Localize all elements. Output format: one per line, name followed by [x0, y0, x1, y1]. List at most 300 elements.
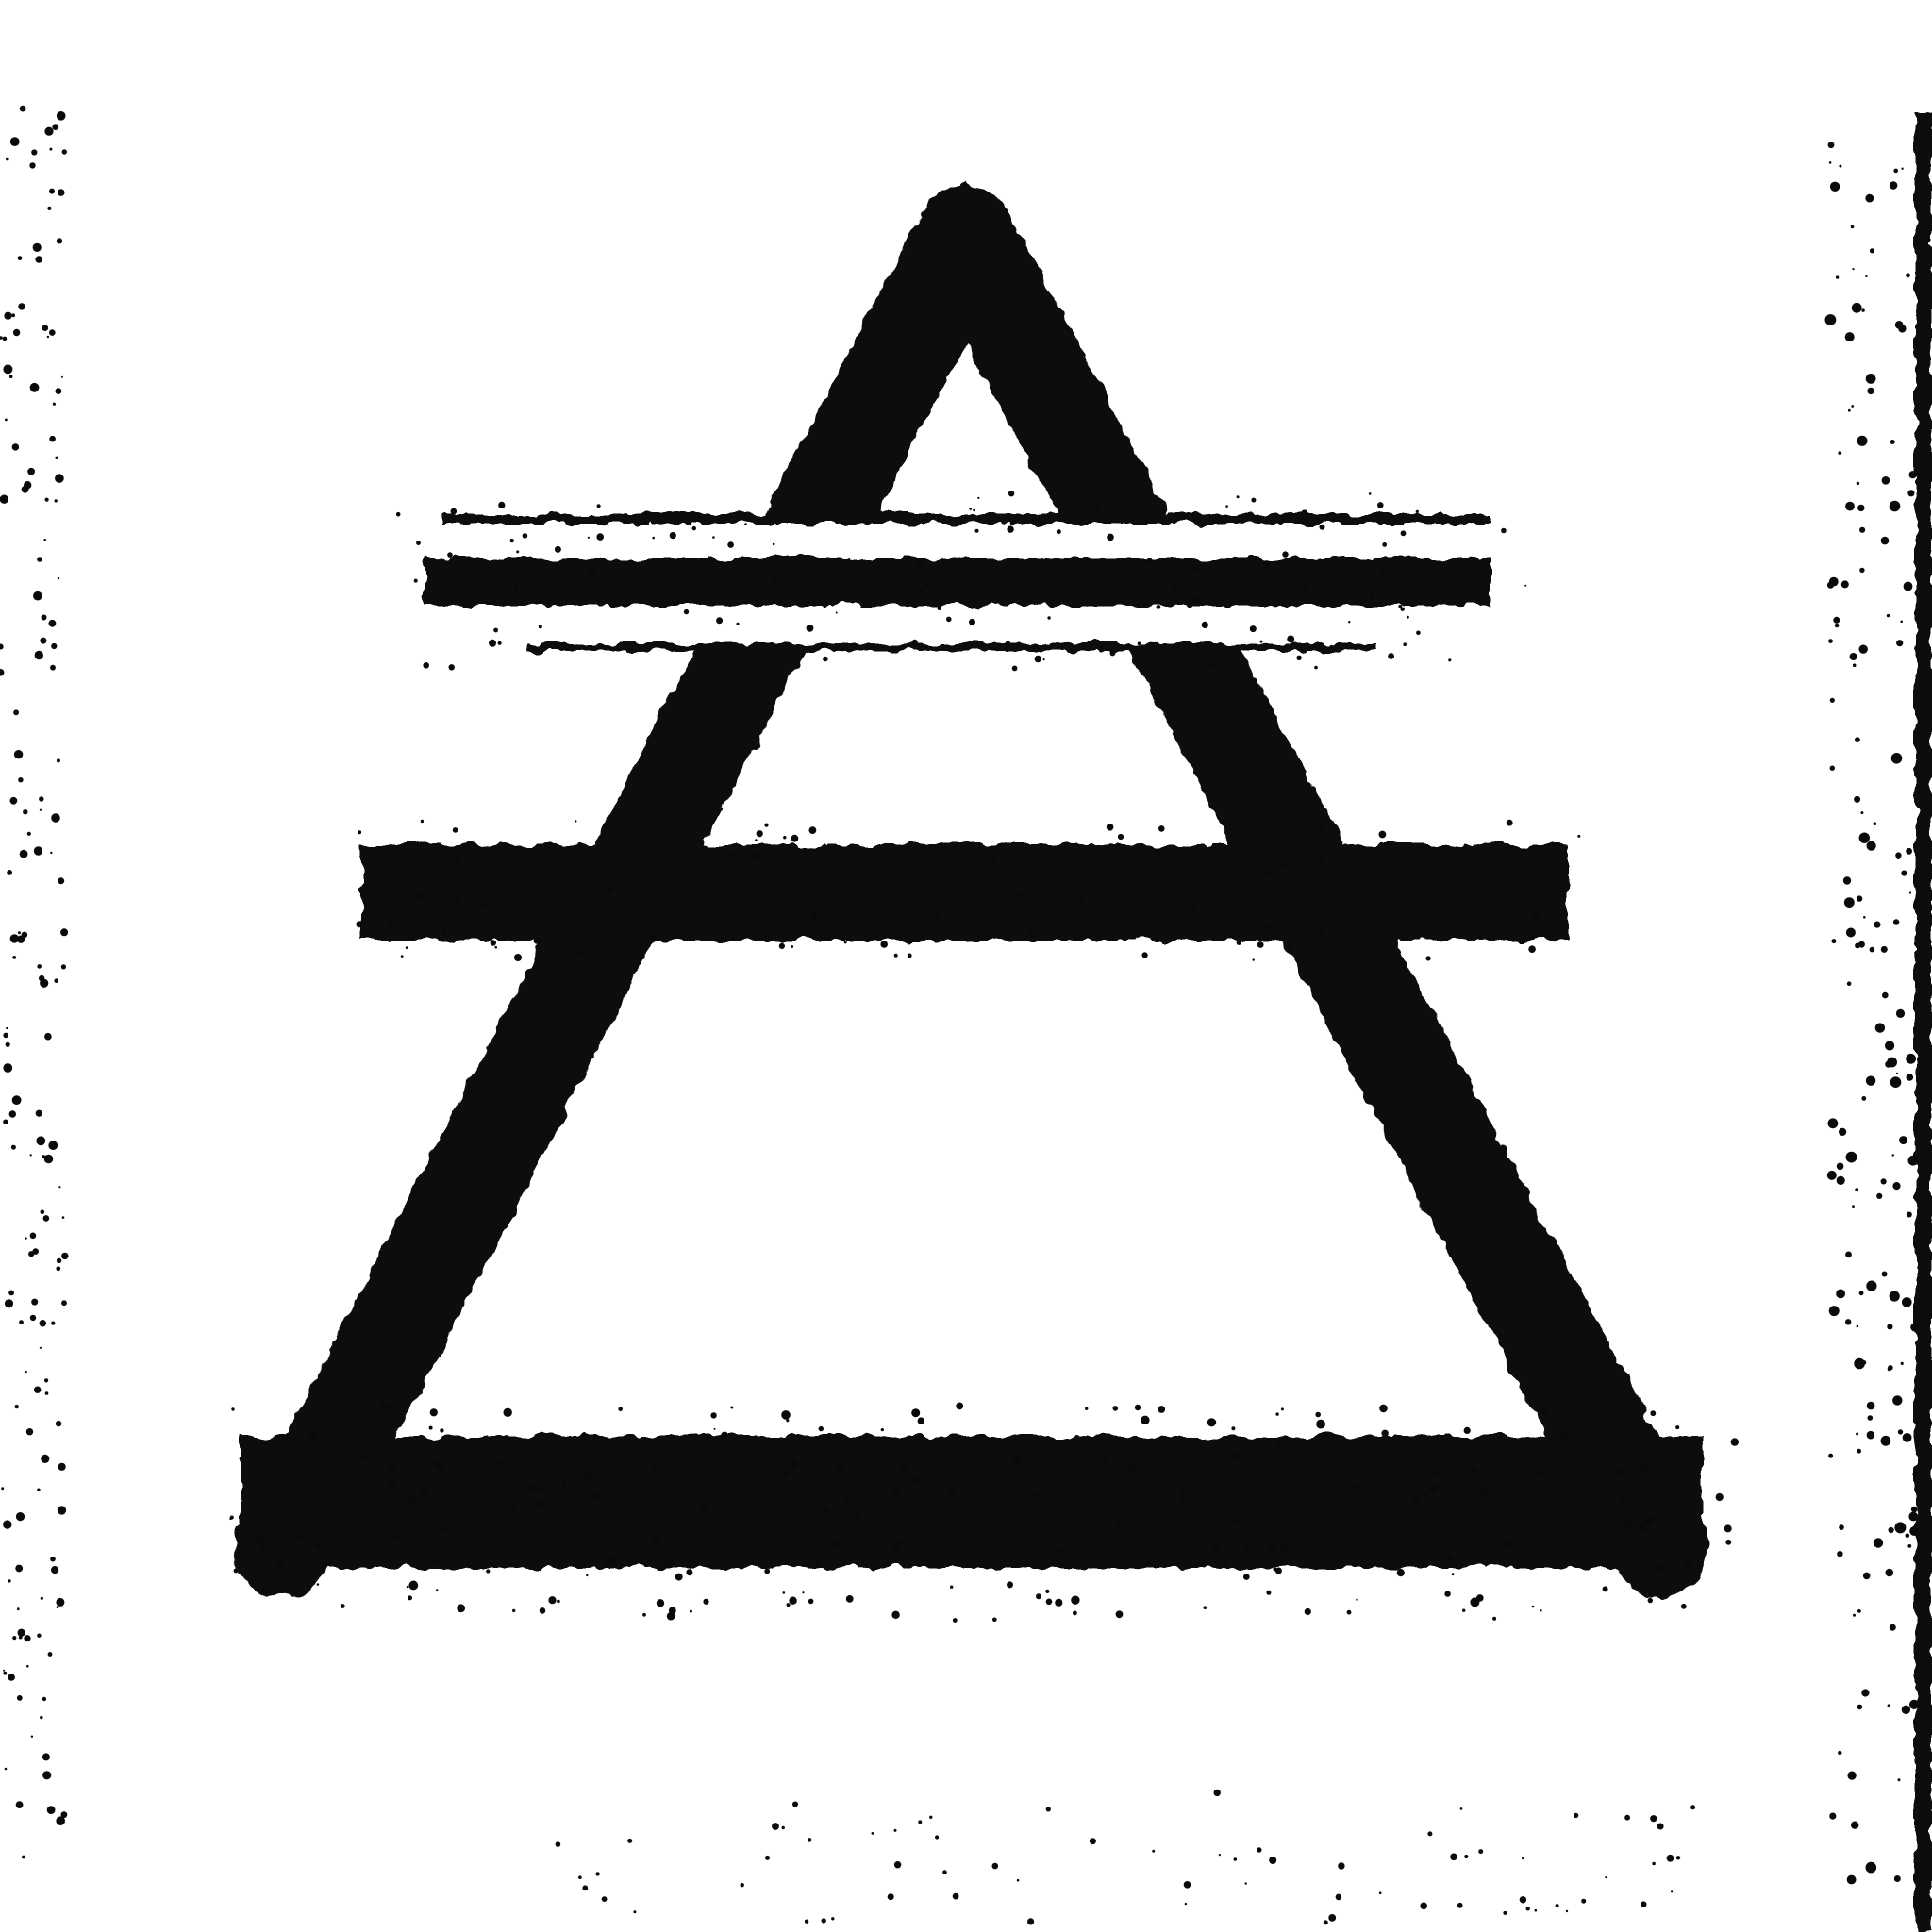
ink-speckle	[764, 1569, 770, 1574]
ink-speckle	[1127, 1464, 1136, 1473]
ink-speckle	[670, 532, 676, 539]
ink-speckle	[1544, 1500, 1547, 1503]
ink-speckle	[1836, 275, 1839, 278]
ink-speckle	[1851, 405, 1854, 408]
ink-speckle	[1691, 1538, 1694, 1541]
ink-speckle	[791, 945, 793, 948]
ink-speckle	[1892, 1395, 1902, 1405]
ink-speckle	[908, 954, 912, 958]
ink-speckle	[1655, 1480, 1657, 1482]
ink-speckle	[425, 556, 427, 558]
ink-speckle	[805, 1920, 808, 1924]
ink-speckle	[584, 1471, 592, 1479]
ink-speckle	[1492, 1617, 1496, 1621]
ink-speckle	[1135, 1405, 1141, 1410]
upper-gap-a	[415, 524, 1500, 558]
ink-speckle	[476, 517, 481, 522]
ink-speckle	[16, 1512, 25, 1521]
ink-speckle	[1057, 529, 1061, 534]
ink-speckle	[429, 1426, 433, 1430]
ink-speckle	[1863, 1573, 1871, 1580]
ink-speckle	[55, 474, 64, 483]
ink-speckle	[1896, 856, 1900, 859]
ink-speckle	[5, 419, 8, 422]
ink-speckle	[1532, 1606, 1535, 1608]
ink-speckle	[416, 541, 421, 545]
ink-speckle	[956, 1403, 963, 1410]
ink-speckle	[430, 1408, 438, 1416]
ink-speckle	[37, 964, 42, 969]
ink-speckle	[712, 536, 715, 539]
ink-speckle	[1899, 1136, 1907, 1144]
ink-speckle	[823, 574, 825, 576]
ink-speckle	[1116, 1524, 1122, 1529]
ink-speckle	[792, 1802, 798, 1807]
ink-speckle	[387, 1481, 395, 1490]
ink-speckle	[34, 846, 42, 855]
ink-speckle	[1881, 537, 1890, 545]
ink-speckle	[357, 1417, 359, 1420]
ink-speckle	[7, 870, 12, 875]
ink-speckle	[49, 620, 57, 627]
ink-speckle	[491, 940, 496, 945]
ink-speckle	[1881, 1436, 1891, 1446]
ink-speckle	[1462, 1609, 1465, 1612]
ink-speckle	[1412, 1498, 1419, 1505]
ink-speckle	[61, 376, 63, 378]
ink-speckle	[1881, 946, 1888, 953]
ink-speckle	[1890, 1076, 1902, 1088]
ink-speckle	[1071, 1596, 1079, 1605]
ink-speckle	[1229, 841, 1232, 844]
ink-speckle	[1671, 1890, 1673, 1892]
ink-speckle	[557, 1600, 560, 1604]
ink-speckle	[40, 1716, 42, 1719]
ink-speckle	[821, 1483, 824, 1486]
ink-speckle	[1830, 766, 1835, 771]
ink-speckle	[1364, 1510, 1368, 1514]
ink-speckle	[42, 1697, 46, 1701]
ink-speckle	[510, 539, 514, 542]
ink-speckle	[1520, 1896, 1526, 1903]
ink-speckle	[39, 796, 43, 801]
ink-speckle	[656, 1549, 658, 1552]
ink-speckle	[1837, 1176, 1845, 1185]
ink-speckle	[1909, 891, 1911, 893]
ink-speckle	[1901, 871, 1907, 876]
ink-speckle	[9, 375, 13, 378]
ink-speckle	[36, 1136, 45, 1145]
ink-speckle	[1463, 1482, 1465, 1484]
ink-speckle	[555, 546, 561, 553]
ink-speckle	[1470, 1466, 1477, 1474]
ink-speckle	[1097, 1484, 1101, 1488]
ink-speckle	[230, 1516, 234, 1520]
ink-speckle	[1296, 656, 1301, 660]
ink-speckle	[3, 1120, 8, 1124]
ink-speckle	[414, 579, 418, 583]
ink-speckle	[234, 1569, 239, 1574]
ink-speckle	[1051, 1442, 1053, 1444]
ink-speckle	[1482, 1440, 1486, 1443]
ink-speckle	[1470, 1597, 1479, 1607]
ink-speckle	[1008, 491, 1014, 496]
ink-speckle	[1225, 505, 1228, 508]
ink-speckle	[51, 813, 60, 823]
ink-speckle	[693, 559, 698, 564]
ink-speckle	[650, 1464, 658, 1472]
ink-speckle	[1187, 602, 1193, 608]
ink-speckle	[1850, 653, 1857, 660]
ink-speckle	[6, 1027, 8, 1029]
ink-speckle	[22, 932, 28, 939]
ink-speckle	[1839, 1128, 1846, 1136]
ink-speckle	[539, 625, 542, 628]
middle-bar	[362, 844, 1568, 941]
ink-speckle	[436, 1589, 438, 1591]
ink-speckle	[24, 1635, 30, 1641]
ink-speckle	[1225, 574, 1230, 578]
ink-speckle	[30, 1154, 32, 1156]
ink-speckle	[1208, 663, 1214, 670]
ink-speckle	[1900, 621, 1903, 624]
ink-speckle	[1829, 1306, 1840, 1316]
ink-speckle	[773, 599, 775, 602]
ink-speckle	[1896, 1073, 1898, 1074]
ink-speckle	[1907, 1544, 1911, 1548]
ink-speckle	[299, 1534, 305, 1540]
ink-speckle	[1848, 409, 1851, 412]
ink-speckle	[1059, 593, 1064, 598]
ink-speckle	[49, 436, 56, 442]
ink-speckle	[1868, 1415, 1874, 1421]
ink-speckle	[1103, 1459, 1108, 1465]
ink-speckle	[3, 1520, 11, 1528]
ink-speckle	[317, 1567, 321, 1571]
ink-speckle	[1043, 658, 1045, 660]
ink-speckle	[1477, 865, 1480, 868]
ink-speckle	[1882, 476, 1890, 485]
ink-speckle	[1631, 1476, 1633, 1478]
ink-speckle	[1338, 1862, 1344, 1869]
ink-speckle	[953, 1893, 959, 1900]
bottom-bar	[241, 1436, 1703, 1568]
ink-speckle	[1844, 897, 1855, 908]
ink-speckle	[1450, 1854, 1457, 1861]
ink-speckle	[1017, 1879, 1020, 1882]
ink-speckle	[55, 457, 58, 459]
ink-speckle	[1866, 374, 1876, 384]
ink-speckle	[929, 1816, 932, 1819]
ink-speckle	[822, 1918, 826, 1923]
ink-speckle	[1280, 1545, 1289, 1554]
ink-speckle	[1027, 1918, 1034, 1924]
ink-speckle	[1534, 913, 1540, 919]
ink-speckle	[824, 1507, 830, 1514]
ink-speckle	[26, 1428, 33, 1435]
ink-speckle	[894, 892, 900, 898]
ink-speckle	[280, 1574, 283, 1576]
ink-speckle	[50, 1557, 56, 1562]
ink-speckle	[1860, 811, 1863, 814]
ink-speckle	[1859, 527, 1865, 533]
ink-speckle	[1853, 664, 1857, 668]
ink-speckle	[950, 1586, 953, 1589]
ink-speckle	[710, 1412, 716, 1418]
ink-speckle	[749, 661, 751, 663]
ink-speckle	[1141, 1507, 1144, 1510]
ink-speckle	[1857, 895, 1862, 901]
ink-speckle	[1243, 1574, 1250, 1580]
ink-speckle	[1069, 491, 1074, 496]
ink-speckle	[586, 1574, 588, 1576]
ink-speckle	[31, 1736, 33, 1738]
ink-speckle	[892, 1542, 902, 1552]
ink-speckle	[1045, 1590, 1049, 1593]
ink-speckle	[231, 1407, 234, 1410]
ink-speckle	[1530, 935, 1535, 940]
ink-speckle	[42, 1771, 51, 1779]
ink-speckle	[406, 946, 408, 949]
ink-speckle	[1452, 1573, 1455, 1575]
ink-speckle	[1090, 1838, 1096, 1844]
ink-speckle	[1532, 1550, 1538, 1556]
ink-speckle	[1847, 1875, 1857, 1885]
ink-speckle	[1209, 1419, 1216, 1425]
ink-speckle	[537, 1498, 545, 1507]
ink-speckle	[861, 578, 865, 582]
ink-speckle	[1639, 1574, 1641, 1576]
ink-speckle	[844, 941, 847, 943]
ink-speckle	[1830, 698, 1835, 703]
ink-speckle	[1829, 1813, 1836, 1820]
ink-speckle	[1861, 1096, 1866, 1101]
ink-speckle	[1845, 502, 1855, 511]
ink-speckle	[1421, 1491, 1425, 1496]
ink-speckle	[1535, 1909, 1538, 1912]
ink-speckle	[420, 1486, 428, 1494]
ink-speckle	[1379, 1405, 1388, 1413]
ink-speckle	[880, 941, 888, 948]
ink-speckle	[580, 1434, 588, 1441]
ink-speckle	[757, 830, 763, 837]
ink-speckle	[5, 1299, 13, 1307]
ink-speckle	[1078, 897, 1083, 902]
ink-speckle	[61, 1811, 68, 1818]
ink-speckle	[900, 1465, 907, 1472]
ink-speckle	[727, 541, 734, 548]
ink-speckle	[50, 665, 56, 671]
ink-speckle	[523, 533, 528, 539]
ink-speckle	[1909, 471, 1917, 478]
ink-speckle	[30, 1233, 37, 1240]
ink-speckle	[1852, 303, 1862, 313]
ink-speckle	[1403, 642, 1407, 646]
ink-speckle	[1287, 636, 1294, 643]
ink-speckle	[787, 1603, 791, 1607]
ink-speckle	[953, 1618, 958, 1623]
ink-speckle	[1907, 1212, 1912, 1218]
ink-speckle	[3, 1670, 5, 1672]
ink-speckle	[992, 1618, 997, 1623]
ink-speckle	[855, 1513, 862, 1521]
ink-speckle	[1286, 947, 1291, 952]
ink-speckle	[1612, 1468, 1622, 1477]
ink-speckle	[40, 809, 42, 811]
ink-speckle	[560, 1480, 567, 1487]
ink-speckle	[667, 1612, 675, 1621]
ink-speckle	[1605, 1876, 1607, 1878]
ink-speckle	[935, 1835, 939, 1839]
ink-speckle	[602, 1896, 608, 1902]
ink-speckle	[1857, 482, 1859, 485]
ink-speckle	[1036, 1593, 1041, 1599]
ink-speckle	[1231, 1426, 1235, 1430]
ink-speckle	[1865, 194, 1874, 203]
ink-speckle	[596, 533, 604, 541]
ink-speckle	[1202, 622, 1208, 628]
ink-speckle	[912, 640, 918, 645]
ink-speckle	[42, 1155, 45, 1158]
ink-speckle	[1853, 1614, 1856, 1617]
ink-speckle	[58, 1506, 66, 1514]
ink-speckle	[1107, 824, 1114, 831]
ink-speckle	[1428, 1484, 1438, 1493]
ink-speckle	[1207, 1481, 1208, 1483]
ink-speckle	[44, 1378, 48, 1382]
ink-speckle	[979, 923, 982, 925]
ink-speckle	[1909, 1700, 1919, 1709]
ink-speckle	[516, 550, 519, 553]
ink-speckle	[498, 502, 505, 508]
ink-speckle	[1858, 941, 1865, 948]
ink-speckle	[1890, 1291, 1900, 1302]
ink-speckle	[915, 937, 917, 939]
ink-speckle	[1888, 1367, 1891, 1371]
ink-speckle	[1861, 1689, 1869, 1696]
ink-speckle	[1681, 1604, 1687, 1609]
ink-speckle	[417, 893, 425, 901]
ink-speckle	[1650, 1815, 1657, 1822]
ink-speckle	[1904, 582, 1913, 591]
ink-speckle	[56, 388, 62, 394]
ink-speckle	[1538, 1470, 1545, 1477]
ink-speckle	[1396, 1459, 1400, 1463]
ink-speckle	[1176, 584, 1180, 588]
ink-speckle	[51, 1322, 55, 1325]
ink-speckle	[675, 1574, 683, 1581]
ink-speckle	[686, 1569, 692, 1575]
ink-speckle	[1116, 1610, 1124, 1618]
ink-speckle	[650, 935, 657, 941]
ink-speckle	[41, 1209, 45, 1214]
ink-speckle	[1457, 1903, 1463, 1908]
ink-speckle	[1179, 1491, 1186, 1497]
ink-speckle	[783, 836, 786, 839]
ink-speckle	[894, 1861, 901, 1868]
ink-speckle	[40, 1320, 46, 1326]
ink-speckle	[1347, 1610, 1352, 1615]
ink-speckle	[1891, 753, 1903, 764]
ink-speckle	[1146, 1561, 1151, 1566]
ink-speckle	[1854, 1358, 1865, 1370]
ink-speckle	[504, 1408, 512, 1417]
ink-speckle	[1848, 1772, 1857, 1780]
ink-speckle	[56, 1421, 61, 1426]
ink-speckle	[434, 1460, 443, 1470]
ink-speckle	[1441, 871, 1445, 874]
ink-speckle	[19, 1320, 24, 1324]
ink-speckle	[1857, 1705, 1863, 1710]
ink-speckle	[1833, 617, 1840, 624]
ink-speckle	[434, 1559, 440, 1565]
ink-speckle	[1281, 1407, 1284, 1410]
ink-speckle	[442, 931, 447, 936]
ink-speckle	[495, 1460, 501, 1466]
ink-speckle	[1292, 1494, 1295, 1497]
ink-speckle	[1640, 1463, 1649, 1473]
ink-speckle	[58, 189, 65, 196]
ink-speckle	[1605, 1499, 1607, 1502]
ink-speckle	[54, 978, 58, 983]
ink-speckle	[4, 312, 11, 320]
ink-speckle	[1, 1487, 4, 1490]
ink-speckle	[779, 943, 785, 949]
ink-speckle	[16, 1801, 24, 1808]
ink-speckle	[503, 1435, 509, 1441]
ink-speckle	[1851, 225, 1855, 229]
ink-speckle	[57, 758, 60, 762]
ink-speckle	[1896, 1009, 1905, 1018]
ink-speckle	[1839, 165, 1841, 168]
ink-speckle	[810, 911, 818, 919]
ink-speckle	[1484, 1498, 1488, 1502]
ink-speckle	[1328, 1914, 1336, 1922]
ink-speckle	[1235, 1518, 1241, 1524]
ink-speckle	[1657, 1824, 1664, 1830]
ink-speckle	[877, 1481, 879, 1483]
ink-speckle	[1524, 585, 1526, 587]
ink-speckle	[407, 1586, 409, 1589]
ink-speckle	[1379, 567, 1386, 574]
ink-speckle	[1644, 1517, 1653, 1525]
ink-speckle	[1033, 646, 1040, 653]
ink-speckle	[1641, 1901, 1646, 1907]
ink-speckle	[969, 508, 972, 510]
ink-speckle	[802, 1591, 804, 1593]
ink-speckle	[1863, 916, 1866, 919]
ink-speckle	[1448, 658, 1451, 661]
ink-speckle	[1603, 1586, 1608, 1591]
ink-speckle	[401, 955, 404, 958]
ink-speckle	[3, 1063, 12, 1073]
ink-speckle	[50, 852, 52, 854]
ink-speckle	[1073, 1611, 1077, 1616]
ink-speckle	[1854, 796, 1860, 803]
ink-speckle	[60, 928, 68, 936]
ink-speckle	[1234, 1857, 1238, 1861]
ink-speckle	[1110, 651, 1116, 657]
ink-speckle	[633, 1910, 636, 1913]
ink-speckle	[58, 1186, 60, 1188]
ink-speckle	[1847, 981, 1852, 986]
ink-speckle	[1621, 1498, 1625, 1503]
ink-speckle	[1263, 560, 1270, 567]
ink-speckle	[1690, 1805, 1695, 1809]
ink-speckle	[1287, 933, 1289, 935]
ink-speckle	[1269, 1541, 1277, 1549]
ink-speckle	[58, 1463, 66, 1471]
